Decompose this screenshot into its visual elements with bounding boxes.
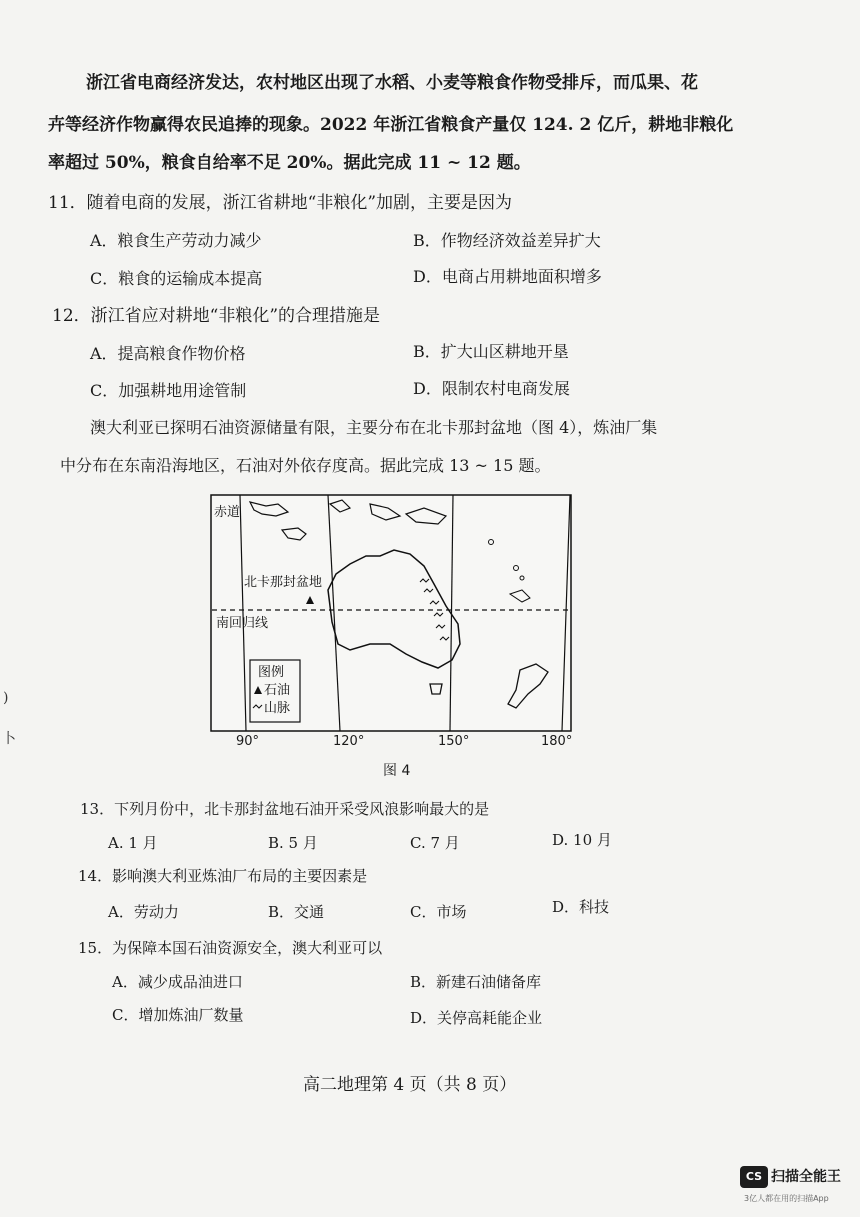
q11-option-b: B．作物经济效益差异扩大 xyxy=(413,231,601,250)
q13-option-c: C. 7 月 xyxy=(410,834,460,852)
tropic-label: 南回归线 xyxy=(216,616,269,631)
legend-mountain-label: 山脉 xyxy=(264,701,291,716)
passage1-line3: 率超过 50%，粮食自给率不足 20%。据此完成 11 ~ 12 题。 xyxy=(48,153,531,173)
q15-option-d: D．关停高耗能企业 xyxy=(410,1009,543,1027)
scanner-name: 扫描全能王 xyxy=(771,1169,841,1185)
legend-title: 图例 xyxy=(258,665,285,680)
q11-option-a: A．粮食生产劳动力减少 xyxy=(90,231,262,250)
q11-option-c: C．粮食的运输成本提高 xyxy=(90,269,263,288)
passage2-line1: 澳大利亚已探明石油资源储量有限，主要分布在北卡那封盆地（图 4），炼油厂集 xyxy=(90,418,658,437)
tick-180: 180° xyxy=(541,734,573,749)
figure-caption: 图 4 xyxy=(383,763,411,779)
margin-mark: ) xyxy=(3,690,9,706)
q12-option-d: D．限制农村电商发展 xyxy=(413,379,570,398)
tick-150: 150° xyxy=(438,734,470,749)
q12-option-a: A．提高粮食作物价格 xyxy=(90,344,246,363)
q12-option-c: C．加强耕地用途管制 xyxy=(90,381,247,400)
q14-option-c: C．市场 xyxy=(410,903,467,921)
passage1-line1: 浙江省电商经济发达，农村地区出现了水稻、小麦等粮食作物受排斥，而瓜果、花 xyxy=(86,73,698,93)
tick-120: 120° xyxy=(333,734,365,749)
q14-option-d: D．科技 xyxy=(552,898,610,916)
basin-label: 北卡那封盆地 xyxy=(244,575,323,590)
q13-option-b: B. 5 月 xyxy=(268,834,318,852)
q11-option-d: D．电商占用耕地面积增多 xyxy=(413,267,602,286)
q12-stem: 12．浙江省应对耕地“非粮化”的合理措施是 xyxy=(52,306,381,326)
legend-oil-label: 石油 xyxy=(264,683,291,698)
scanner-logo-icon: CS xyxy=(740,1166,768,1188)
q13-stem: 13．下列月份中，北卡那封盆地石油开采受风浪影响最大的是 xyxy=(80,800,490,818)
q15-option-a: A．减少成品油进口 xyxy=(112,973,243,991)
passage2-line2: 中分布在东南沿海地区，石油对外依存度高。据此完成 13 ~ 15 题。 xyxy=(60,456,551,475)
passage1-line2: 卉等经济作物赢得农民追捧的现象。2022 年浙江省粮食产量仅 124. 2 亿斤，耕地非粮化 xyxy=(48,115,734,135)
equator-label: 赤道 xyxy=(214,505,241,520)
q11-stem: 11．随着电商的发展，浙江省耕地“非粮化”加剧，主要是因为 xyxy=(48,193,513,213)
q14-stem: 14．影响澳大利亚炼油厂布局的主要因素是 xyxy=(78,867,368,885)
q13-option-a: A. 1 月 xyxy=(108,834,158,852)
q15-stem: 15．为保障本国石油资源安全，澳大利亚可以 xyxy=(78,939,383,957)
australia-map xyxy=(210,494,572,732)
q14-option-a: A．劳动力 xyxy=(108,903,179,921)
q15-option-b: B．新建石油储备库 xyxy=(410,973,542,991)
q14-option-b: B．交通 xyxy=(268,903,325,921)
tick-90: 90° xyxy=(236,734,260,749)
q15-option-c: C．增加炼油厂数量 xyxy=(112,1006,244,1024)
page-footer: 高二地理第 4 页（共 8 页） xyxy=(303,1075,517,1095)
q13-option-d: D. 10 月 xyxy=(552,831,612,849)
margin-mark: 卜 xyxy=(2,731,16,747)
q12-option-b: B．扩大山区耕地开垦 xyxy=(413,342,569,361)
scanner-tagline: 3亿人都在用的扫描App xyxy=(744,1194,829,1203)
